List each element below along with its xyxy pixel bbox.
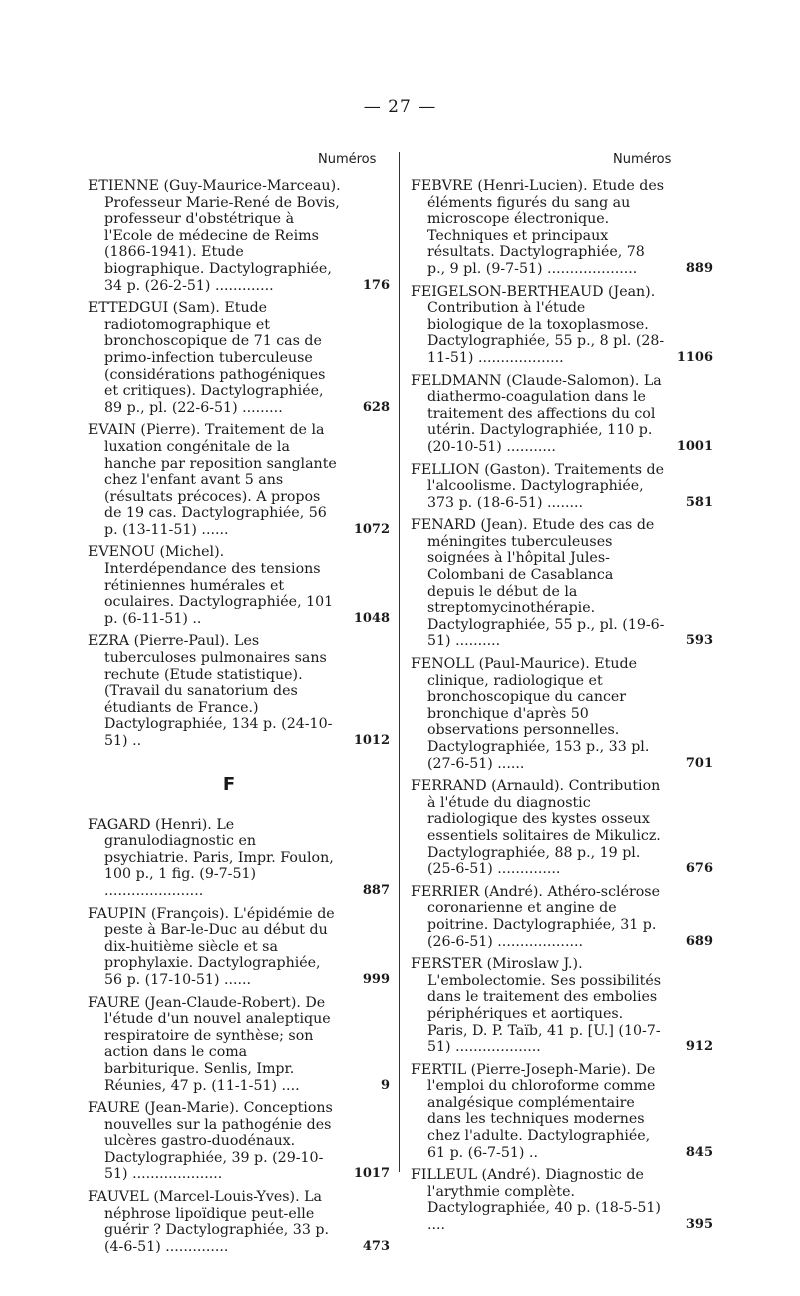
index-entry bbox=[411, 1062, 713, 1162]
index-entry bbox=[88, 633, 390, 749]
section-letter-f: F bbox=[222, 773, 236, 795]
entry-number: 581 bbox=[685, 494, 713, 510]
entry-text: FAGARD (Henri). Le granulodiagnostic en psychiatrie. Paris, Impr. Foulon, 100 p., 1 fig. (9-7-51) ...................... bbox=[88, 816, 334, 899]
entry-text: ETIENNE (Guy-Maurice-Marceau). Professeur Marie-René de Bovis, professeur d'obstétrique à l'Ecole de médecine de Reims (1866-1941). Etude biographique. Dactylographiée, 34 p. (26-2-51) ............. bbox=[88, 178, 341, 294]
entry-text: EZRA (Pierre-Paul). Les tuberculoses pulmonaires sans rechute (Etude statistique). (Travail du sanatorium des étudiants de France.) Dactylographiée, 134 p. (24-10-51) .. bbox=[88, 633, 333, 749]
entry-text: FENOLL (Paul-Maurice). Etude clinique, radiologique et bronchoscopique du cancer bronchique d'après 50 observations personnelles. Dactylographiée, 153 p., 33 pl. (27-6-51) ...... bbox=[411, 656, 650, 772]
entry-number: 593 bbox=[685, 633, 713, 649]
index-entry bbox=[88, 817, 390, 900]
entry-text: FEIGELSON-BERTHEAUD (Jean). Contribution à l'étude biologique de la toxoplasmose. Dactylographiée, 55 p., 8 pl. (28-11-51) ................... bbox=[411, 283, 665, 366]
entry-text: FERRIER (André). Athéro-sclérose coronarienne et angine de poitrine. Dactylographiée, 31 p. (26-6-51) ................... bbox=[411, 883, 660, 950]
entry-number: 176 bbox=[362, 277, 390, 293]
index-entry bbox=[411, 1167, 713, 1233]
right-column bbox=[411, 178, 713, 1240]
entry-number: 999 bbox=[362, 971, 390, 987]
numbers-heading-right: Numéros bbox=[613, 152, 672, 167]
left-column bbox=[88, 178, 390, 1261]
entry-number: 1106 bbox=[676, 349, 713, 365]
page-number: — 27 — bbox=[363, 97, 437, 117]
index-entry bbox=[88, 1189, 390, 1255]
entry-number: 1072 bbox=[353, 521, 390, 537]
entry-text: EVENOU (Michel). Interdépendance des tensions rétiniennes humérales et oculaires. Dactylographiée, 101 p. (6-11-51) .. bbox=[88, 544, 334, 627]
entry-number: 473 bbox=[362, 1238, 390, 1254]
column-divider bbox=[399, 152, 400, 1172]
entry-number: 689 bbox=[685, 933, 713, 949]
entry-text: FERSTER (Miroslaw J.). L'embolectomie. Ses possibilités dans le traitement des embolies périphériques et aortiques. Paris, D. P. Taïb, 41 p. [U.] (10-7-51) ................... bbox=[411, 956, 662, 1056]
numbers-heading-left: Numéros bbox=[318, 152, 377, 167]
index-entry bbox=[411, 178, 713, 278]
entry-number: 9 bbox=[380, 1077, 390, 1093]
entry-number: 889 bbox=[685, 260, 713, 276]
entry-number: 1012 bbox=[353, 733, 390, 748]
index-entry bbox=[411, 517, 713, 650]
entry-number: 628 bbox=[362, 399, 390, 415]
entry-text: FAUVEL (Marcel-Louis-Yves). La néphrose lipoïdique peut-elle guérir ? Dactylographiée, 33 p. (4-6-51) .............. bbox=[88, 1189, 329, 1255]
entry-number: 701 bbox=[685, 755, 713, 771]
entry-text: ETTEDGUI (Sam). Etude radiotomographique et bronchoscopique de 71 cas de primo-infection tuberculeuse (considérations pathogéniques et critiques). Dactylographiée, 89 p., pl. (22-6-51) ......... bbox=[88, 300, 326, 416]
index-entry bbox=[411, 656, 713, 772]
index-entry bbox=[411, 956, 713, 1056]
entry-text: FAURE (Jean-Claude-Robert). De l'étude d'un nouvel analeptique respiratoire de synthèse; son action dans le coma barbiturique. Senlis, Impr. Réunies, 47 p. (11-1-51) .... bbox=[88, 994, 331, 1094]
index-entry bbox=[88, 995, 390, 1095]
entry-number: 1017 bbox=[353, 1166, 390, 1182]
index-entry bbox=[411, 778, 713, 878]
entry-text: FENARD (Jean). Etude des cas de méningites tuberculeuses soignées à l'hôpital Jules-Colombani de Casablanca depuis le début de la streptomycinothérapie. Dactylographiée, 55 p., pl. (19-6-51) .......... bbox=[411, 517, 665, 650]
index-entry bbox=[411, 373, 713, 456]
entry-text: FERRAND (Arnauld). Contribution à l'étude du diagnostic radiologique des kystes osseux essentiels solitaires de Mikulicz. Dactylographiée, 88 p., 19 pl. (25-6-51) .............. bbox=[411, 778, 661, 878]
index-entry bbox=[88, 422, 390, 538]
entry-text: FELLION (Gaston). Traitements de l'alcoolisme. Dactylographiée, 373 p. (18-6-51) ........ bbox=[411, 461, 665, 511]
entry-text: FAUPIN (François). L'épidémie de peste à Bar-le-Duc au début du dix-huitième siècle et sa prophylaxie. Dactylographiée, 56 p. (17-10-51) ...... bbox=[88, 905, 335, 988]
entry-number: 912 bbox=[685, 1039, 713, 1055]
entry-number: 395 bbox=[685, 1217, 713, 1233]
index-entry bbox=[88, 300, 390, 416]
entry-number: 887 bbox=[362, 882, 390, 898]
entry-text: FEBVRE (Henri-Lucien). Etude des éléments figurés du sang au microscope électronique. Techniques et principaux résultats. Dactylographiée, 78 p., 9 pl. (9-7-51) .................... bbox=[411, 178, 665, 277]
index-entry bbox=[88, 544, 390, 627]
index-entry bbox=[88, 906, 390, 989]
entry-number: 1001 bbox=[676, 438, 713, 454]
index-entry bbox=[411, 884, 713, 950]
entry-text: FELDMANN (Claude-Salomon). La diathermo-coagulation dans le traitement des affections du col utérin. Dactylographiée, 110 p. (20-10-51) ........... bbox=[411, 372, 662, 455]
index-entry bbox=[411, 284, 713, 367]
index-entry bbox=[411, 462, 713, 512]
entry-text: EVAIN (Pierre). Traitement de la luxation congénitale de la hanche par reposition sanglante chez l'enfant avant 5 ans (résultats précoces). A propos de 19 cas. Dactylographiée, 56 p. (13-11-51) ...... bbox=[88, 422, 337, 538]
index-entry bbox=[88, 1100, 390, 1183]
entry-number: 676 bbox=[685, 861, 713, 877]
index-entry bbox=[88, 178, 390, 294]
entry-text: FERTIL (Pierre-Joseph-Marie). De l'emploi du chloroforme comme analgésique complémentaire dans les techniques modernes chez l'adulte. Dactylographiée, 61 p. (6-7-51) .. bbox=[411, 1061, 656, 1161]
entry-text: FAURE (Jean-Marie). Conceptions nouvelles sur la pathogénie des ulcères gastro-duodénaux. Dactylographiée, 39 p. (29-10-51) .................... bbox=[88, 1100, 333, 1183]
entry-number: 1048 bbox=[353, 610, 390, 626]
entry-text: FILLEUL (André). Diagnostic de l'arythmie complète. Dactylographiée, 40 p. (18-5-51) .... bbox=[411, 1167, 661, 1234]
entry-number: 845 bbox=[685, 1144, 713, 1160]
